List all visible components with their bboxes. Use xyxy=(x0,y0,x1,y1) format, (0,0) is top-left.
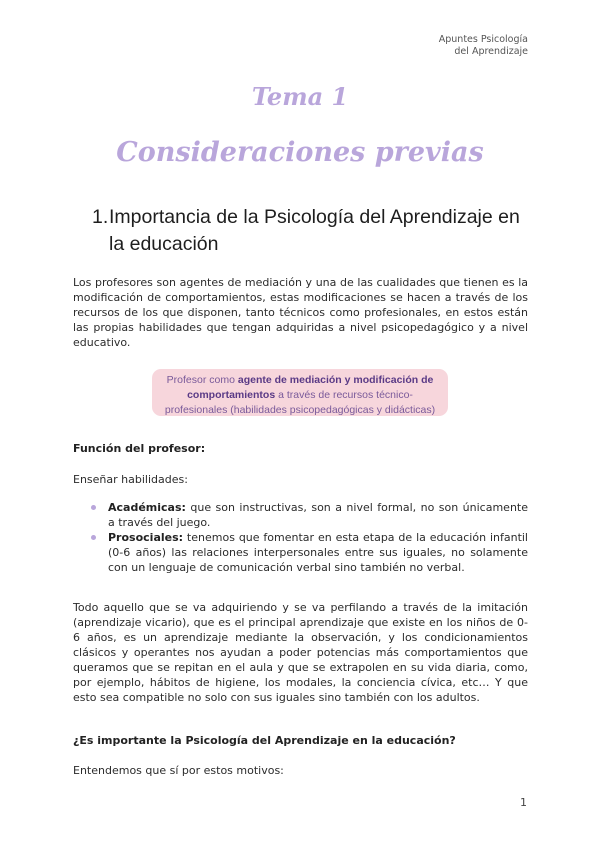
imitation-paragraph: Todo aquello que se va adquiriendo y se va perfilando a través de la imitación (aprendizaje vicario), que es el principal aprendizaje que existe en los niños de 0-6 años, es un aprendizaje mediante la observación, y los condicionamientos clásicos y operantes nos ayudan a poder potencias más comportamientos que queramos que se repitan en el aula y que se extrapolen en su vida diaria, como, por ejemplo, hábitos de higiene, los modales, la conciencia cívica, etc… Y que esto sea compatible no solo con sus iguales sino también con los adultos. xyxy=(73,601,528,704)
bullet-text: tenemos que fomentar en esta etapa de la educación infantil (0-6 años) las relaciones interpersonales entre sus iguales, no solamente con un lenguaje de comunicación verbal sino también no verbal. xyxy=(108,531,528,574)
section-heading-text: Importancia de la Psicología del Aprendizaje en la educación xyxy=(109,206,520,255)
callout-text-after: a través de recursos técnico-profesionales (habilidades psicopedagógicas y didácticas) xyxy=(164,389,436,416)
highlight-callout xyxy=(152,369,448,416)
bullet-icon xyxy=(91,505,96,510)
section-number: 1. xyxy=(92,206,109,228)
intro-paragraph: Los profesores son agentes de mediación y una de las cualidades que tienen es la modificación de comportamientos, estas modificaciones se hacen a través de los recursos de los que disponen, tanto técnicos como profesionales, en estos están las propias habilidades que tengan adquiridas a nivel psicopedagógico y a nivel educativo. xyxy=(73,276,528,349)
callout-text-before: Profesor como xyxy=(166,374,238,386)
bullet-term: Académicas: xyxy=(108,501,186,514)
page-number: 1 xyxy=(520,796,527,809)
reasons-intro: Entendemos que sí por estos motivos: xyxy=(73,764,284,777)
callout-text-bold: agente de mediación y modificación de comportamientos xyxy=(187,374,434,401)
question-heading: ¿Es importante la Psicología del Aprendizaje en la educación? xyxy=(73,734,456,747)
running-header xyxy=(439,34,528,58)
bullet-term: Prosociales: xyxy=(108,531,184,544)
topic-title: Tema 1 xyxy=(251,82,349,111)
function-label: Función del profesor: xyxy=(73,442,206,455)
bullet-icon xyxy=(91,535,96,540)
header-line-1: Apuntes Psicología xyxy=(438,34,528,45)
skills-list xyxy=(108,500,528,575)
section-heading xyxy=(92,204,532,258)
bullet-text: que son instructivas, son a nivel formal, no son únicamente a través del juego. xyxy=(108,501,528,529)
list-item xyxy=(108,500,528,530)
header-line-2: del Aprendizaje xyxy=(454,46,528,57)
teach-skills-label: Enseñar habilidades: xyxy=(73,473,188,486)
topic-subtitle: Consideraciones previas xyxy=(116,137,484,168)
list-item xyxy=(108,530,528,575)
